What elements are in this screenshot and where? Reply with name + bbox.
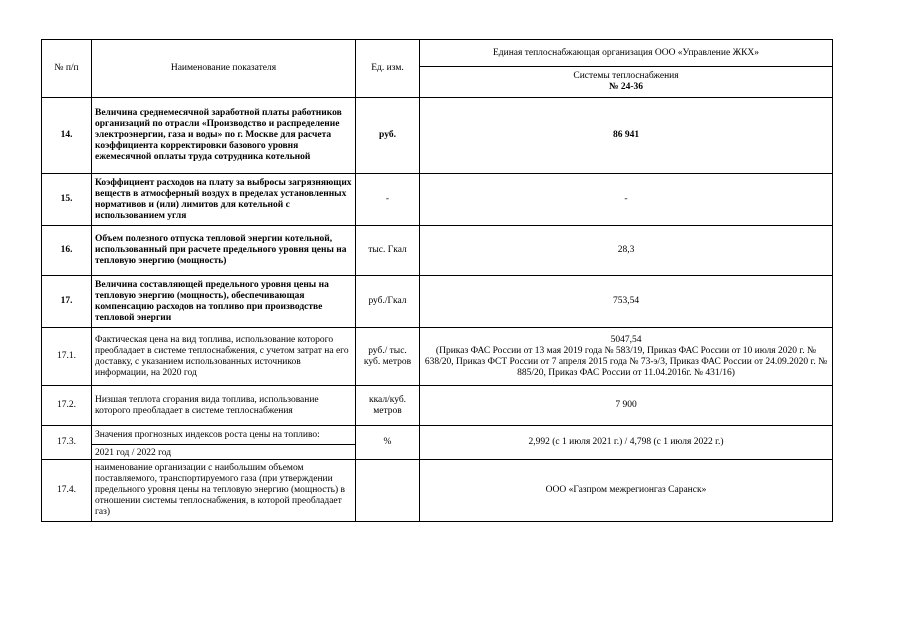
row-name: Объем полезного отпуска тепловой энергии котельной, использованный при расчете предельного уровня цены на тепловую энергию (мощность) <box>92 226 356 276</box>
row-name: наименование организации с наибольшим объемом поставляемого, транспортируемого газа (при утверждении предельного уровня цены на тепловую энергию (мощность) в отношении системы теплоснабжения, в которой преобладает газ) <box>92 460 356 522</box>
systems-label: Системы теплоснабжения <box>573 71 679 81</box>
table-row <box>42 174 833 226</box>
row-value: 28,3 <box>420 226 833 276</box>
systems-range: № 24-36 <box>608 82 644 92</box>
row-name: Коэффициент расходов на плату за выбросы загрязняющих веществ в атмосферный воздух в пределах установленных нормативов и (или) лимитов для котельной с использованием угля <box>92 174 356 226</box>
row-value: 753,54 <box>420 276 833 328</box>
table-row <box>42 460 833 522</box>
row-name: Фактическая цена на вид топлива, использование которого преобладает в системе теплоснабжения, с учетом затрат на его доставку, с указанием использованных источников информации, на 2020 год <box>92 328 356 386</box>
table-row <box>42 226 833 276</box>
row-value-cell <box>420 328 833 386</box>
row-unit: % <box>356 426 420 460</box>
row-name: Низшая теплота сгорания вида топлива, использование которого преобладает в системе теплоснабжения <box>92 386 356 426</box>
header-row <box>42 40 833 67</box>
row-num: 17. <box>42 276 92 328</box>
header-organization: Единая теплоснабжающая организация ООО «Управление ЖКХ» <box>420 40 833 67</box>
table-row <box>42 328 833 386</box>
header-unit: Ед. изм. <box>356 40 420 98</box>
row-num: 17.3. <box>42 426 92 460</box>
row-num: 14. <box>42 98 92 174</box>
row-num: 17.2. <box>42 386 92 426</box>
header-name: Наименование показателя <box>92 40 356 98</box>
indicators-table <box>41 39 833 522</box>
row-value: - <box>420 174 833 226</box>
row-value: 7 900 <box>420 386 833 426</box>
header-systems <box>420 67 833 98</box>
row-name-sub: 2021 год / 2022 год <box>95 447 172 458</box>
row-value: 86 941 <box>420 98 833 174</box>
table-row <box>42 426 833 460</box>
table-row <box>42 98 833 174</box>
row-num: 16. <box>42 226 92 276</box>
table-row <box>42 386 833 426</box>
row-value: 5047,54 <box>610 334 642 345</box>
row-value: 2,992 (с 1 июля 2021 г.) / 4,798 (с 1 июля 2022 г.) <box>420 426 833 460</box>
header-num: № п/п <box>42 40 92 98</box>
row-name-cell <box>92 426 356 460</box>
row-value-note: (Приказ ФАС России от 13 мая 2019 года № 583/19, Приказ ФАС России от 10 июля 2020 г. № 638/20, Приказ ФСТ России от 7 апреля 2015 года № 73-э/3, Приказ ФАС России от 24.09.2020 г. № 885/20, Приказ ФАС России от 11.04.2016г. № 431/16) <box>424 345 828 378</box>
row-name: Значения прогнозных индексов роста цены на топливо: <box>92 427 355 445</box>
row-name: Величина составляющей предельного уровня цены на тепловую энергию (мощность), обеспечивающая компенсацию расходов на топливо при производстве тепловой энергии <box>92 276 356 328</box>
row-unit: руб./ тыс. куб. метров <box>356 328 420 386</box>
row-num: 17.1. <box>42 328 92 386</box>
row-num: 15. <box>42 174 92 226</box>
row-num: 17.4. <box>42 460 92 522</box>
row-value: ООО «Газпром межрегионгаз Саранск» <box>420 460 833 522</box>
row-unit: руб. <box>356 98 420 174</box>
table-row <box>42 276 833 328</box>
row-name: Величина среднемесячной заработной платы работников организаций по отрасли «Производство и распределение электроэнергии, газа и воды» по г. Москве для расчета коэффициента корректировки базового уровня ежемесячной оплаты труда сотрудника котельной <box>92 98 356 174</box>
row-unit: - <box>356 174 420 226</box>
row-unit: руб./Гкал <box>356 276 420 328</box>
row-unit: ккал/куб. метров <box>356 386 420 426</box>
row-unit <box>356 460 420 522</box>
row-unit: тыс. Гкал <box>356 226 420 276</box>
